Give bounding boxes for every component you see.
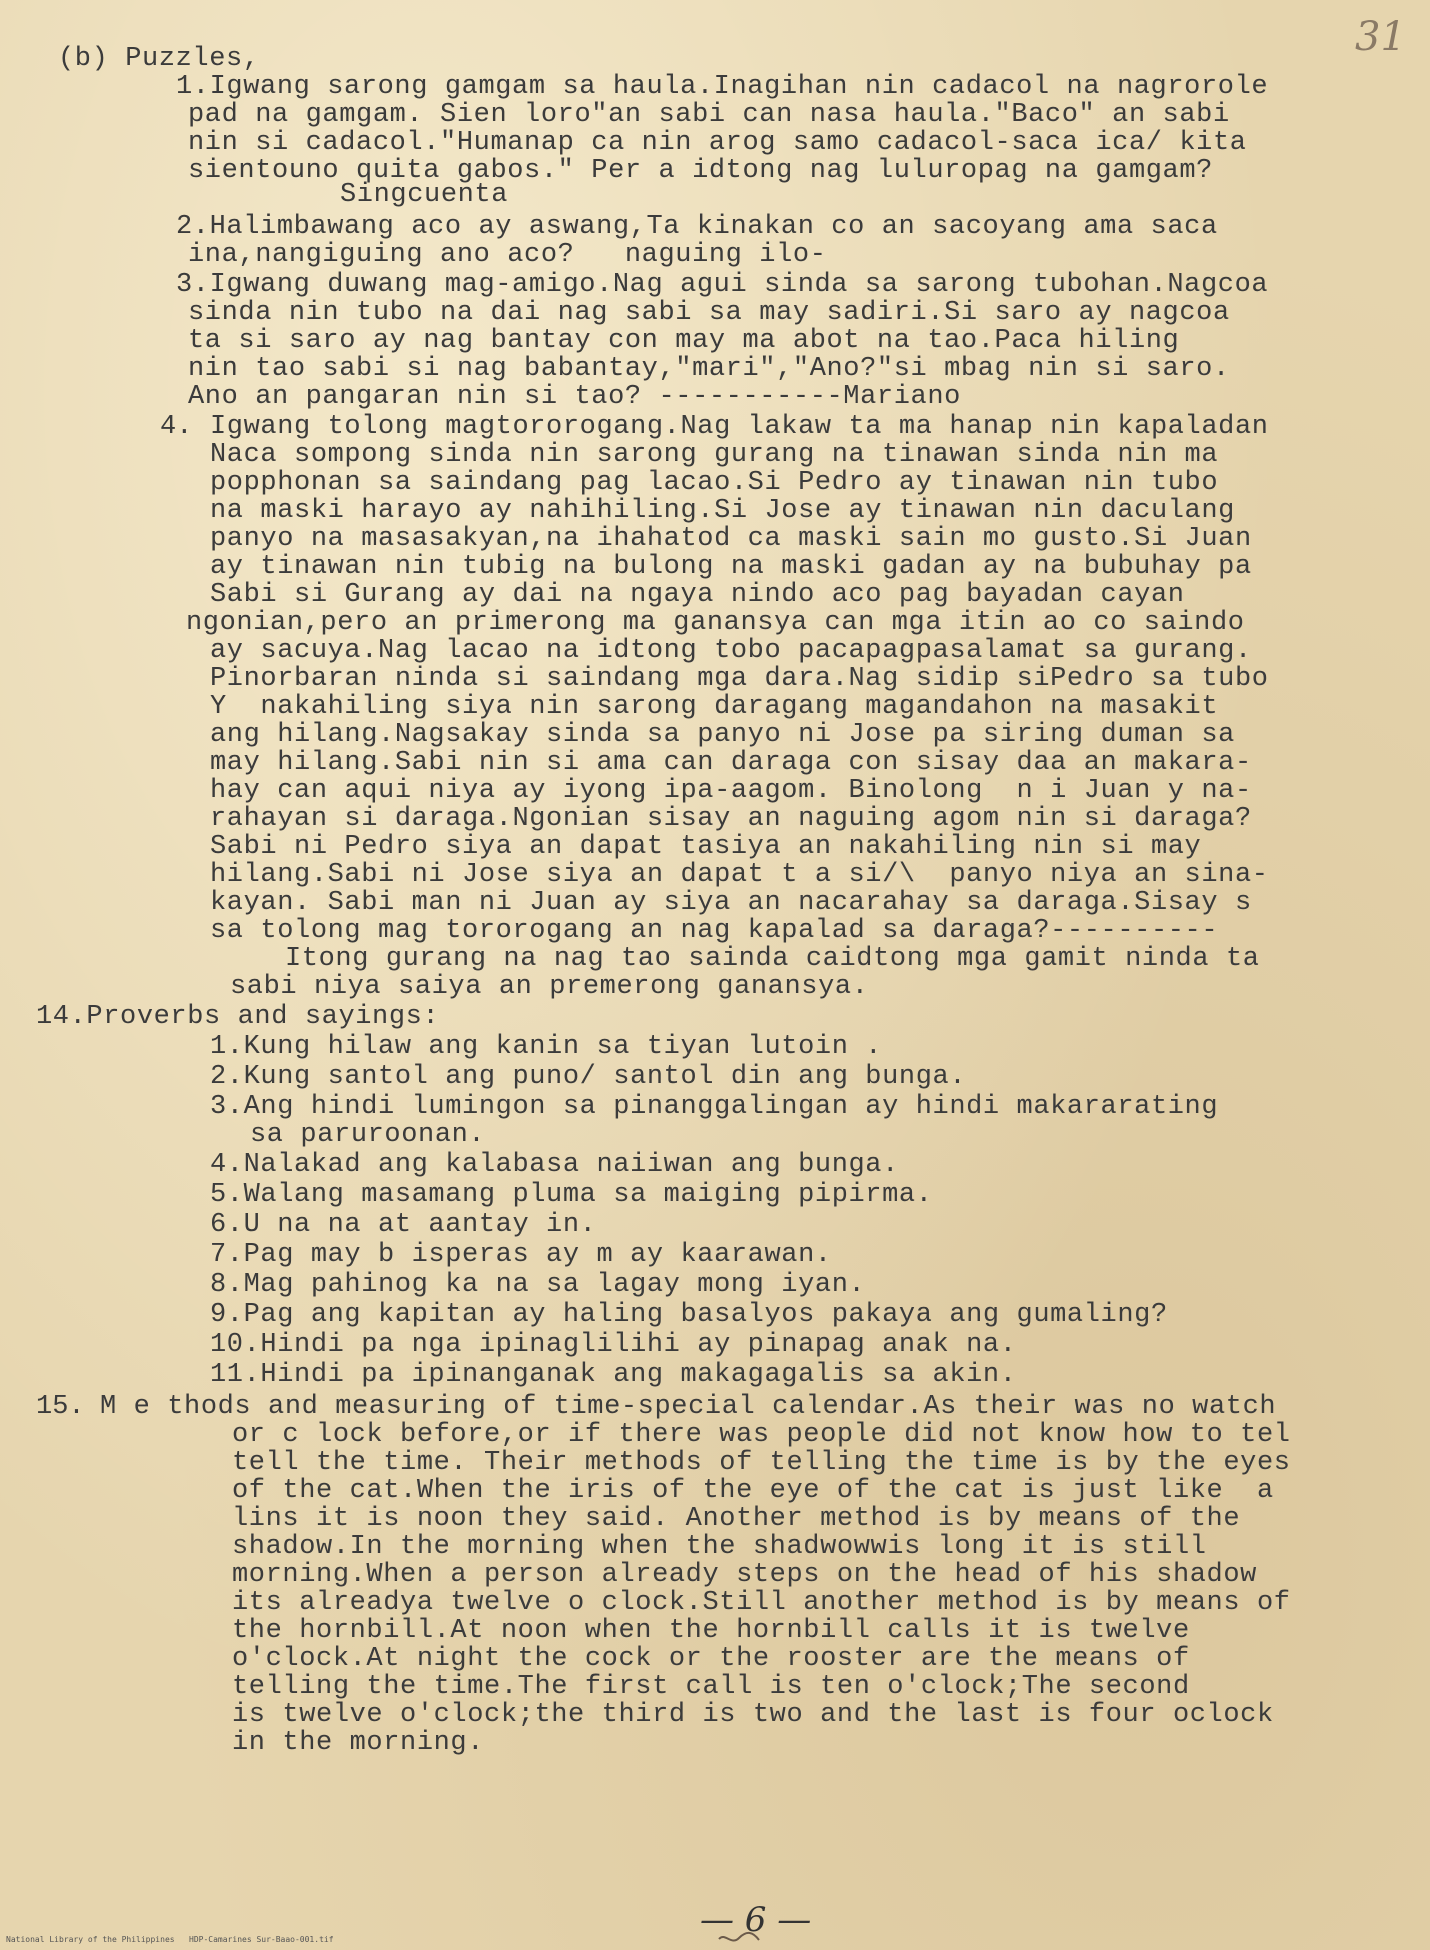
puzzle-line: ay tinawan nin tubig na bulong na maski gadan ay na bubuhay pa (210, 552, 1252, 582)
section-14-heading: 14.Proverbs and sayings: (36, 1002, 440, 1032)
proverb-item: 10.Hindi pa nga ipinaglilihi ay pinapag anak na. (210, 1330, 1017, 1360)
puzzle-line: hay can aqui niya ay iyong ipa-aagom. Binolong n i Juan y na- (210, 776, 1252, 806)
puzzle-line: sinda nin tubo na dai nag sabi sa may sadiri.Si saro ay nagcoa (188, 298, 1230, 328)
proverb-item: 8.Mag pahinog ka na sa lagay mong iyan. (210, 1270, 866, 1300)
puzzle-line: popphonan sa saindang pag lacao.Si Pedro ay tinawan nin tubo (210, 468, 1219, 498)
proverb-item: 11.Hindi pa ipinanganak ang makagagalis sa akin. (210, 1360, 1017, 1390)
methods-line: lins it is noon they said. Another method is by means of the (232, 1504, 1241, 1534)
ink-scribble-icon (717, 1930, 761, 1948)
puzzle-line: Y nakahiling siya nin sarong daragang magandahon na masakit (210, 692, 1219, 722)
puzzle-line: nin si cadacol."Humanap ca nin arog samo cadacol-saca ica/ kita (188, 128, 1247, 158)
methods-line: is twelve o'clock;the third is two and the last is four oclock (232, 1700, 1274, 1730)
archive-footer: National Library of the Philippines HDP-Camarines Sur-Baao-001.tif (6, 1935, 334, 1944)
puzzle-line: ina,nangiguing ano aco? naguing ilo- (188, 240, 827, 270)
puzzle-line: Sabi ni Pedro siya an dapat tasiya an nakahiling nin si may (210, 832, 1202, 862)
puzzle-line: ay sacuya.Nag lacao na idtong tobo pacapagpasalamat sa gurang. (210, 636, 1252, 666)
puzzle-line: pad na gamgam. Sien loro"an sabi can nasa haula."Baco" an sabi (188, 100, 1230, 130)
page-number-bottom: — 6 — (700, 1900, 812, 1940)
proverb-item: 2.Kung santol ang puno/ santol din ang bunga. (210, 1062, 967, 1092)
puzzle-line: may hilang.Sabi nin si ama can daraga con sisay daa an makara- (210, 748, 1252, 778)
methods-line: or c lock before,or if there was people did not know how to tel (232, 1420, 1291, 1450)
puzzle-line: ngonian,pero an primerong ma ganansya can mga itin ao co saindo (186, 608, 1245, 638)
methods-line: tell the time. Their methods of telling the time is by the eyes (232, 1448, 1291, 1478)
puzzle-line: Ano an pangaran nin si tao? -----------Mariano (188, 382, 961, 412)
methods-line: M e thods and measuring of time-special calendar.As their was no watch (100, 1392, 1277, 1422)
puzzle-line: rahayan si daraga.Ngonian sisay an naguing agom nin si daraga? (210, 804, 1252, 834)
puzzle-number: 4. (160, 412, 193, 442)
puzzle-line: panyo na masasakyan,na ihahatod ca maski sain mo gusto.Si Juan (210, 524, 1252, 554)
puzzle-line: sientouno quita gabos." Per a idtong nag luluropag na gamgam? (188, 156, 1213, 186)
proverb-item: 3.Ang hindi lumingon sa pinanggalingan ay hindi makararating (210, 1092, 1219, 1122)
puzzle-answer: Singcuenta (340, 180, 509, 210)
section-15-number: 15. (36, 1392, 85, 1422)
methods-line: telling the time.The first call is ten o'clock;The second (232, 1672, 1190, 1702)
methods-line: shadow.In the morning when the shadwowwis long it is still (232, 1532, 1207, 1562)
puzzle-line: hilang.Sabi ni Jose siya an dapat t a si/\ panyo niya an sina- (210, 860, 1269, 890)
methods-line: morning.When a person already steps on the head of his shadow (232, 1560, 1257, 1590)
proverb-item: 4.Nalakad ang kalabasa naiiwan ang bunga. (210, 1150, 899, 1180)
proverb-item: 6.U na na at aantay in. (210, 1210, 597, 1240)
proverb-item: 7.Pag may b isperas ay m ay kaarawan. (210, 1240, 832, 1270)
puzzle-line: sabi niya saiya an premerong ganansya. (230, 972, 869, 1002)
puzzle-line: ang hilang.Nagsakay sinda sa panyo ni Jose pa siring duman sa (210, 720, 1235, 750)
methods-line: of the cat.When the iris of the eye of the cat is just like a (232, 1476, 1274, 1506)
puzzle-line: sa tolong mag tororogang an nag kapalad sa daraga?---------- (210, 916, 1219, 946)
page-number-corner: 31 (1355, 14, 1406, 60)
puzzle-line: ta si saro ay nag bantay con may ma abot na tao.Paca hiling (188, 326, 1180, 356)
proverb-item: 1.Kung hilaw ang kanin sa tiyan lutoin . (210, 1032, 883, 1062)
puzzle-line: na maski harayo ay nahihiling.Si Jose ay tinawan nin daculang (210, 496, 1235, 526)
puzzle-line: Sabi si Gurang ay dai na ngaya nindo aco pag bayadan cayan (210, 580, 1185, 610)
methods-line: in the morning. (232, 1728, 485, 1758)
puzzle-line: Pinorbaran ninda si saindang mga dara.Nag sidip siPedro sa tubo (210, 664, 1269, 694)
puzzle-line: kayan. Sabi man ni Juan ay siya an nacarahay sa daraga.Sisay s (210, 888, 1252, 918)
puzzle-line: nin tao sabi si nag babantay,"mari","Ano?"si mbag nin si saro. (188, 354, 1230, 384)
puzzle-line: 1.Igwang sarong gamgam sa haula.Inagihan nin cadacol na nagrorole (176, 72, 1269, 102)
puzzle-line: Itong gurang na nag tao sainda caidtong mga gamit ninda ta (285, 944, 1260, 974)
puzzle-line: Naca sompong sinda nin sarong gurang na tinawan sinda nin ma (210, 440, 1219, 470)
puzzle-line: Igwang tolong magtororogang.Nag lakaw ta ma hanap nin kapaladan (210, 412, 1269, 442)
proverb-item: sa paruroonan. (250, 1120, 486, 1150)
methods-line: o'clock.At night the cock or the rooster are the means of (232, 1644, 1190, 1674)
methods-line: the hornbill.At noon when the hornbill calls it is twelve (232, 1616, 1190, 1646)
puzzle-line: 3.Igwang duwang mag-amigo.Nag agui sinda sa sarong tubohan.Nagcoa (176, 270, 1269, 300)
section-b-heading: (b) Puzzles, (58, 44, 260, 74)
puzzle-line: 2.Halimbawang aco ay aswang,Ta kinakan co an sacoyang ama saca (176, 212, 1218, 242)
proverb-item: 5.Walang masamang pluma sa maiging pipirma. (210, 1180, 933, 1210)
methods-line: its alreadya twelve o clock.Still another method is by means of (232, 1588, 1291, 1618)
proverb-item: 9.Pag ang kapitan ay haling basalyos pakaya ang gumaling? (210, 1300, 1168, 1330)
